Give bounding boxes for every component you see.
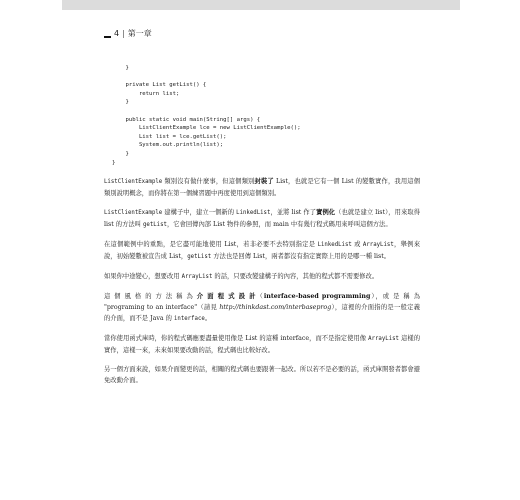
text-run: ，它會回傳內部 List 物件的參照，而 main 中有幾行程式碼用來呼叫這個方法。 bbox=[166, 221, 392, 228]
code-line: return list; bbox=[112, 90, 180, 97]
text-run: 。 bbox=[204, 315, 212, 322]
chapter-title: 第一章 bbox=[127, 29, 152, 38]
code-line bbox=[112, 73, 301, 82]
emphasis-term: interface-based programming bbox=[263, 293, 371, 300]
code-term: ArrayList bbox=[181, 274, 213, 280]
code-term: ListClientExample bbox=[104, 179, 163, 185]
paragraph-6 bbox=[104, 333, 420, 356]
emphasis-term: 實例化 bbox=[316, 209, 336, 216]
text-run: 如果你中途變心，想要改用 bbox=[104, 273, 182, 280]
emphasis-term: 封裝了 bbox=[254, 178, 274, 185]
paragraph-5 bbox=[104, 291, 420, 325]
header-rule-mark bbox=[104, 36, 111, 38]
paragraph-2 bbox=[104, 207, 420, 231]
paragraph-7 bbox=[104, 364, 420, 386]
code-line: } bbox=[112, 150, 129, 157]
page-top-edge bbox=[62, 0, 460, 10]
code-term: ListClientExample bbox=[104, 210, 163, 216]
page-number: 4 bbox=[114, 29, 120, 38]
code-listing bbox=[112, 64, 301, 167]
header-separator: | bbox=[122, 29, 125, 38]
text-run: 當你使用函式庫時，你的程式碼應要盡量使用像是 List 的這種 interface，而不是指定使用像 bbox=[104, 335, 369, 342]
code-line: List list = lce.getList(); bbox=[112, 133, 227, 140]
code-term: ArrayList bbox=[368, 336, 399, 342]
code-term: getList bbox=[187, 254, 212, 260]
text-run: （也就是建立 list），用來取得 list 的方法叫 bbox=[104, 209, 420, 228]
code-line: } bbox=[112, 99, 129, 106]
code-term: interface bbox=[173, 316, 205, 322]
text-run: ），或 是 稱 為 "programing to an interface"（請見 bbox=[104, 293, 421, 311]
code-line bbox=[112, 107, 301, 116]
code-term: LinkedList bbox=[317, 242, 352, 248]
text-run: ，舉例來說，初始變數被宣告成 List， bbox=[104, 241, 420, 260]
text-run: List，也就是它有一個 List 的變數實作，我用這個類別說明概念，而你將在第一個練習題中再度使用到這個類別。 bbox=[104, 178, 420, 197]
text-run: 建構子中，建立一個新的 bbox=[162, 209, 237, 216]
paragraph-1 bbox=[104, 176, 420, 199]
code-line: } bbox=[112, 159, 116, 166]
text-run: 的話，只要改變建構子的內容，其他的程式都不需要修改。 bbox=[212, 273, 379, 280]
running-header bbox=[104, 28, 152, 39]
text-run: 另一個方面來說，如果介面變更的話，相關的程式碼也要跟著一起改。所以若不是必要的話，函式庫開發者都會避免改動介面。 bbox=[104, 366, 420, 384]
text-run: ），這裡的介面指的是一般定義的介面，而不是 Java 的 bbox=[104, 304, 420, 322]
text-run: 這樣的實作，這樣一來，未來如果要改動的話，程式碼也比較好改。 bbox=[104, 335, 420, 354]
code-line: } bbox=[112, 65, 129, 71]
code-line: public static void main(String[] args) { bbox=[112, 116, 261, 123]
code-term: getList bbox=[142, 222, 167, 228]
body-text bbox=[104, 176, 420, 394]
code-line: ListClientExample lce = new ListClientExample(); bbox=[112, 125, 301, 132]
text-run: 在這個範例中的重點，是它盡可能地使用 List，若非必要不去特別指定是 bbox=[104, 241, 318, 248]
code-term: ArrayList bbox=[362, 242, 394, 248]
text-run: 這 個 風 格 的 方 法 稱 為 bbox=[104, 293, 197, 300]
text-run: 方法也是回傳 List，兩者都沒有指定實際上用的是哪一種 list。 bbox=[211, 253, 391, 260]
code-line: System.out.println(list); bbox=[112, 142, 224, 149]
emphasis-term: 介 面 程 式 設 計 bbox=[196, 293, 257, 300]
text-run: 類別沒有做什麼事，但這個類別 bbox=[162, 178, 255, 185]
code-term: LinkedList bbox=[236, 210, 271, 216]
paragraph-4 bbox=[104, 271, 420, 283]
text-run: ，並將 list 作了 bbox=[270, 209, 317, 216]
text-run: （ bbox=[256, 293, 264, 300]
paragraph-3 bbox=[104, 239, 420, 263]
code-line: private List getList() { bbox=[112, 82, 207, 89]
text-run: 或 bbox=[351, 241, 363, 248]
reference-link[interactable]: http://thinkdast.com/interbaseprog bbox=[219, 304, 332, 311]
